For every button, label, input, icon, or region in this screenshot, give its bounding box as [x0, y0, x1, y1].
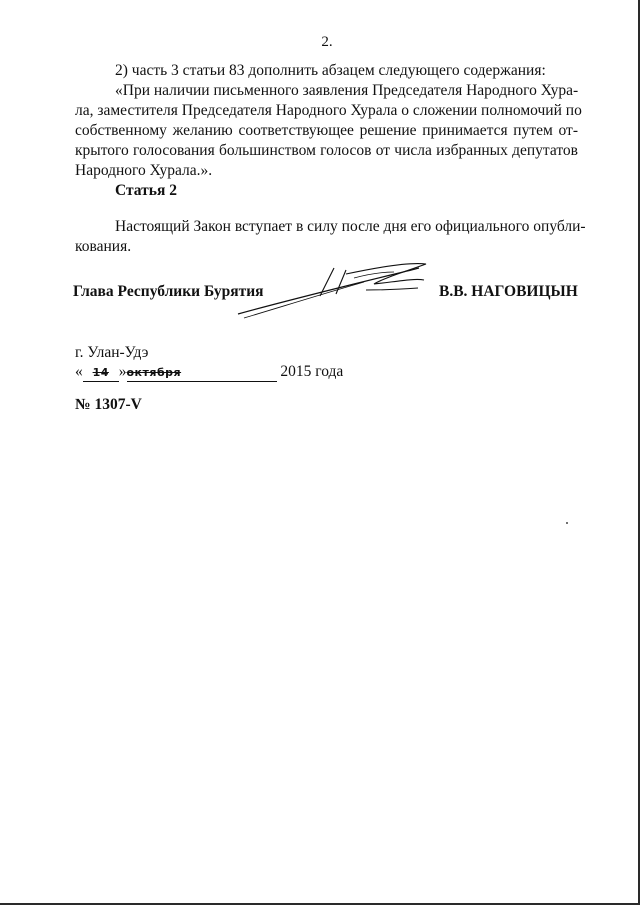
article2-line-1: Настоящий Закон вступает в силу после дня его официального опубли- — [115, 218, 586, 235]
law-number: № 1307-V — [75, 396, 142, 413]
place-of-signing: г. Улан-Удэ — [75, 344, 149, 361]
date-line — [75, 362, 343, 382]
signatory-name: В.В. НАГОВИЦЫН — [439, 283, 578, 300]
date-day: 14 — [83, 365, 119, 382]
page-number: 2. — [321, 34, 333, 50]
quote-line-3: собственному желанию соответствующее решение принимается путем от- — [75, 122, 578, 139]
article2-line-2: кования. — [75, 238, 132, 255]
quote-line-1: «При наличии письменного заявления Председателя Народного Хура- — [115, 82, 579, 99]
quote-line-4: крытого голосования большинством голосов от числа избранных депутатов — [75, 142, 578, 159]
date-month: октября — [126, 366, 182, 379]
article2-heading: Статья 2 — [115, 182, 177, 199]
signatory-title: Глава Республики Бурятия — [73, 283, 264, 300]
handwritten-signature — [234, 254, 434, 324]
scan-speck — [566, 522, 568, 524]
quote-line-5: Народного Хурала.». — [75, 162, 213, 179]
quote-line-2: ла, заместителя Председателя Народного Хурала о сложении полномочий по — [75, 102, 582, 119]
item2-intro: 2) часть 3 статьи 83 дополнить абзацем следующего содержания: — [115, 62, 546, 79]
date-close-quote: » — [118, 363, 127, 380]
date-month-blank — [127, 364, 277, 382]
date-open-quote: « — [75, 363, 83, 380]
date-year: 2015 года — [280, 363, 344, 380]
